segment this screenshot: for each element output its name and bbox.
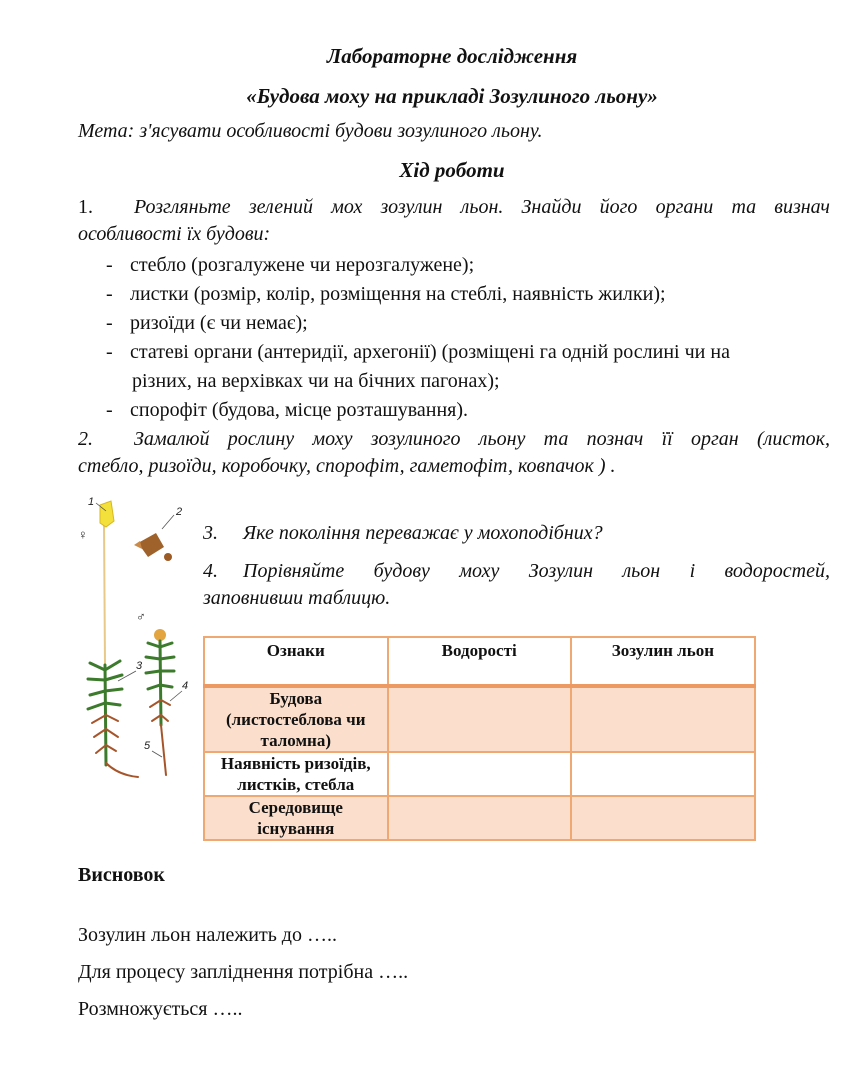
step-2-line2: стебло, ризоїди, коробочку, спорофіт, гаметофіт, ковпачок ) .	[78, 455, 616, 477]
bullet-item	[106, 341, 730, 364]
dash: -	[106, 341, 113, 363]
step-3-text: Яке покоління переважає у мохоподібних?	[243, 522, 603, 544]
word: зозулин	[380, 196, 443, 218]
moss-cell[interactable]	[571, 686, 755, 752]
conclusion-line: Розмножується …..	[78, 998, 243, 1020]
word: мох	[331, 196, 363, 218]
dash: -	[106, 254, 113, 276]
word: та	[543, 428, 569, 450]
conclusion-line: Для процесу запліднення потрібна …..	[78, 961, 409, 983]
step-4	[203, 560, 830, 610]
bullet-text: ризоїди (є чи немає);	[130, 312, 308, 334]
step-3	[203, 522, 603, 545]
word: Порівняйте	[243, 560, 345, 582]
word: зозулиного	[370, 428, 461, 450]
label-4: 4	[182, 680, 189, 692]
label-2: 2	[176, 506, 183, 518]
word: її	[661, 428, 673, 450]
feature-text: існування	[257, 819, 335, 838]
label-3: 3	[136, 660, 143, 672]
step-number: 3.	[203, 522, 218, 544]
word: орган	[690, 428, 739, 450]
dash: -	[106, 283, 113, 305]
word: та	[731, 196, 757, 218]
word: Розгляньте	[134, 196, 231, 218]
goal-text: Мета: з'ясувати особливості будови зозулиного льону.	[78, 120, 543, 142]
step-number: 4.	[203, 560, 218, 582]
bullet-text: стебло (розгалужене чи нерозгалужене);	[130, 254, 475, 276]
feature-text: листків, стебла	[237, 775, 355, 794]
step-1-line2: особливості їх будови:	[78, 223, 271, 245]
conclusion-line: Зозулин льон належить до …..	[78, 924, 337, 946]
step-4-line1	[203, 560, 830, 583]
step-number: 1.	[78, 196, 93, 218]
word: льон.	[460, 196, 504, 218]
bullet-continuation: різних, на верхівках чи на бічних пагонах);	[132, 370, 500, 392]
step-2	[78, 428, 830, 478]
word: Знайди	[521, 196, 582, 218]
algae-cell[interactable]	[388, 752, 571, 796]
feature-text: Середовище	[248, 798, 343, 817]
conclusion-heading: Висновок	[78, 864, 165, 886]
moss-illustration	[78, 495, 198, 785]
doc-title-line2: «Будова моху на прикладі Зозулиного льону»	[246, 84, 658, 108]
bullet-text: статеві органи (антеридії, архегонії) (розміщені га одній рослині чи на	[130, 341, 730, 363]
word: його	[599, 196, 638, 218]
moss-cell[interactable]	[571, 752, 755, 796]
table-row	[204, 686, 755, 752]
dash: -	[106, 399, 113, 421]
word: рослину	[227, 428, 295, 450]
bullet-item	[106, 312, 308, 335]
label-5: 5	[144, 740, 151, 752]
label-1: 1	[88, 496, 95, 508]
male-symbol-icon: ♂	[136, 609, 146, 624]
procedure-heading: Хід роботи	[399, 158, 505, 182]
word: органи	[655, 196, 714, 218]
step-4-line2: заповнивши таблицю.	[203, 587, 391, 609]
feature-cell	[204, 686, 388, 752]
word: визнач	[774, 196, 830, 218]
female-symbol-icon: ♀	[78, 527, 88, 542]
word: Зозулин	[528, 560, 594, 582]
feature-cell	[204, 752, 388, 796]
table-row	[204, 752, 755, 796]
feature-text: (листостеблова чи	[225, 710, 366, 729]
moss-plant-icon	[78, 495, 198, 785]
word: познач	[586, 428, 644, 450]
bullet-item	[106, 399, 468, 422]
bullet-text: спорофіт (будова, місце розташування).	[130, 399, 469, 421]
step-1-line1	[78, 196, 830, 219]
word: льону	[478, 428, 526, 450]
column-header-algae: Водорості	[388, 637, 571, 686]
word: моху	[312, 428, 353, 450]
word: (листок,	[756, 428, 830, 450]
bullet-item	[106, 254, 474, 277]
bullet-item	[106, 283, 666, 306]
feature-text: Будова	[269, 689, 323, 708]
comparison-table	[203, 636, 756, 841]
step-2-line1	[78, 428, 830, 451]
bullet-text: листки (розмір, колір, розміщення на стеблі, наявність жилки);	[130, 283, 666, 305]
word: зелений	[248, 196, 314, 218]
word: будову	[373, 560, 430, 582]
step-number: 2.	[78, 428, 93, 450]
feature-text: таломна)	[260, 731, 331, 750]
step-1	[78, 196, 830, 246]
moss-cell[interactable]	[571, 796, 755, 840]
feature-text: Наявність ризоїдів,	[220, 754, 371, 773]
table-header-row	[204, 637, 755, 686]
word: Замалюй	[134, 428, 210, 450]
column-header-moss: Зозулин льон	[571, 637, 755, 686]
column-header-features: Ознаки	[204, 637, 388, 686]
word: і	[689, 560, 696, 582]
algae-cell[interactable]	[388, 686, 571, 752]
word: льон	[622, 560, 661, 582]
word: моху	[459, 560, 500, 582]
table-row	[204, 796, 755, 840]
word: водоростей,	[724, 560, 830, 582]
doc-title-line1: Лабораторне дослідження	[326, 44, 578, 68]
algae-cell[interactable]	[388, 796, 571, 840]
feature-cell	[204, 796, 388, 840]
dash: -	[106, 312, 113, 334]
